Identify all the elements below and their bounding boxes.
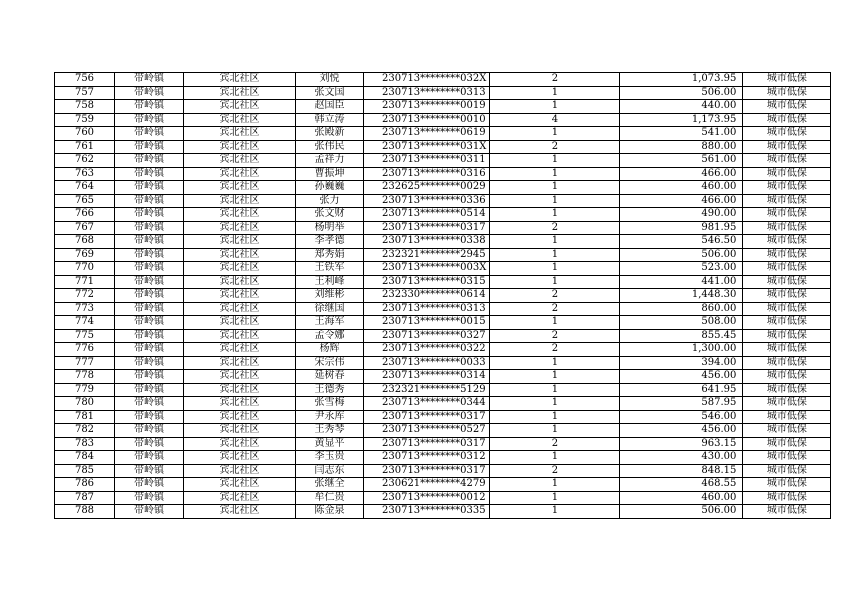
amount-cell: 490.00	[620, 208, 743, 222]
community-cell: 宾北社区	[184, 208, 296, 222]
household-size-cell: 1	[490, 208, 620, 222]
community-cell: 宾北社区	[184, 505, 296, 519]
household-size-cell: 1	[490, 478, 620, 492]
amount-cell: 466.00	[620, 194, 743, 208]
household-size-cell: 1	[490, 248, 620, 262]
amount-cell: 460.00	[620, 491, 743, 505]
name-cell: 刘维彬	[296, 289, 364, 303]
household-size-cell: 2	[490, 343, 620, 357]
row-number-cell: 761	[55, 140, 115, 154]
amount-cell: 466.00	[620, 167, 743, 181]
table-row	[55, 437, 831, 451]
table-row	[55, 356, 831, 370]
name-cell: 李玉贵	[296, 451, 364, 465]
id-number-cell: 230621********4279	[364, 478, 490, 492]
community-cell: 宾北社区	[184, 356, 296, 370]
amount-cell: 508.00	[620, 316, 743, 330]
id-number-cell: 230713********0317	[364, 221, 490, 235]
name-cell: 王铁军	[296, 262, 364, 276]
name-cell: 王秀琴	[296, 424, 364, 438]
community-cell: 宾北社区	[184, 451, 296, 465]
category-cell: 城市低保	[743, 154, 831, 168]
household-size-cell: 1	[490, 127, 620, 141]
town-cell: 带岭镇	[115, 397, 184, 411]
household-size-cell: 2	[490, 437, 620, 451]
town-cell: 带岭镇	[115, 451, 184, 465]
name-cell: 张伟民	[296, 140, 364, 154]
id-number-cell: 230713********0344	[364, 397, 490, 411]
category-cell: 城市低保	[743, 505, 831, 519]
row-number-cell: 778	[55, 370, 115, 384]
category-cell: 城市低保	[743, 248, 831, 262]
row-number-cell: 779	[55, 383, 115, 397]
name-cell: 尹永库	[296, 410, 364, 424]
town-cell: 带岭镇	[115, 127, 184, 141]
table-row	[55, 235, 831, 249]
community-cell: 宾北社区	[184, 397, 296, 411]
community-cell: 宾北社区	[184, 235, 296, 249]
household-size-cell: 1	[490, 491, 620, 505]
town-cell: 带岭镇	[115, 383, 184, 397]
id-number-cell: 230713********0313	[364, 86, 490, 100]
category-cell: 城市低保	[743, 451, 831, 465]
amount-cell: 468.55	[620, 478, 743, 492]
category-cell: 城市低保	[743, 424, 831, 438]
table-row	[55, 424, 831, 438]
name-cell: 赵国臣	[296, 100, 364, 114]
household-size-cell: 1	[490, 235, 620, 249]
table-row	[55, 208, 831, 222]
household-size-cell: 1	[490, 383, 620, 397]
community-cell: 宾北社区	[184, 248, 296, 262]
beneficiary-table	[54, 72, 831, 519]
category-cell: 城市低保	[743, 356, 831, 370]
row-number-cell: 765	[55, 194, 115, 208]
household-size-cell: 4	[490, 113, 620, 127]
household-size-cell: 2	[490, 329, 620, 343]
category-cell: 城市低保	[743, 113, 831, 127]
table-row	[55, 316, 831, 330]
row-number-cell: 764	[55, 181, 115, 195]
amount-cell: 1,073.95	[620, 73, 743, 87]
amount-cell: 860.00	[620, 302, 743, 316]
name-cell: 张殿新	[296, 127, 364, 141]
name-cell: 韩立涛	[296, 113, 364, 127]
id-number-cell: 230713********0619	[364, 127, 490, 141]
id-number-cell: 232330********0614	[364, 289, 490, 303]
name-cell: 杨明举	[296, 221, 364, 235]
row-number-cell: 758	[55, 100, 115, 114]
household-size-cell: 1	[490, 262, 620, 276]
id-number-cell: 230713********0019	[364, 100, 490, 114]
category-cell: 城市低保	[743, 167, 831, 181]
id-number-cell: 230713********0327	[364, 329, 490, 343]
household-size-cell: 2	[490, 289, 620, 303]
category-cell: 城市低保	[743, 329, 831, 343]
town-cell: 带岭镇	[115, 248, 184, 262]
community-cell: 宾北社区	[184, 140, 296, 154]
category-cell: 城市低保	[743, 262, 831, 276]
amount-cell: 848.15	[620, 464, 743, 478]
row-number-cell: 783	[55, 437, 115, 451]
row-number-cell: 771	[55, 275, 115, 289]
row-number-cell: 782	[55, 424, 115, 438]
household-size-cell: 1	[490, 154, 620, 168]
community-cell: 宾北社区	[184, 113, 296, 127]
community-cell: 宾北社区	[184, 127, 296, 141]
town-cell: 带岭镇	[115, 302, 184, 316]
name-cell: 张文国	[296, 86, 364, 100]
row-number-cell: 786	[55, 478, 115, 492]
name-cell: 陈金泉	[296, 505, 364, 519]
amount-cell: 561.00	[620, 154, 743, 168]
community-cell: 宾北社区	[184, 329, 296, 343]
household-size-cell: 1	[490, 370, 620, 384]
row-number-cell: 756	[55, 73, 115, 87]
id-number-cell: 230713********0311	[364, 154, 490, 168]
table-row	[55, 370, 831, 384]
table-row	[55, 302, 831, 316]
community-cell: 宾北社区	[184, 478, 296, 492]
town-cell: 带岭镇	[115, 437, 184, 451]
name-cell: 张力	[296, 194, 364, 208]
table-row	[55, 505, 831, 519]
name-cell: 牟仁贵	[296, 491, 364, 505]
community-cell: 宾北社区	[184, 73, 296, 87]
town-cell: 带岭镇	[115, 194, 184, 208]
table-row	[55, 73, 831, 87]
town-cell: 带岭镇	[115, 329, 184, 343]
table-row	[55, 154, 831, 168]
row-number-cell: 757	[55, 86, 115, 100]
community-cell: 宾北社区	[184, 262, 296, 276]
row-number-cell: 775	[55, 329, 115, 343]
id-number-cell: 230713********032X	[364, 73, 490, 87]
row-number-cell: 772	[55, 289, 115, 303]
row-number-cell: 780	[55, 397, 115, 411]
category-cell: 城市低保	[743, 86, 831, 100]
amount-cell: 1,173.95	[620, 113, 743, 127]
id-number-cell: 230713********031X	[364, 140, 490, 154]
table-row	[55, 491, 831, 505]
amount-cell: 641.95	[620, 383, 743, 397]
category-cell: 城市低保	[743, 343, 831, 357]
table-row	[55, 289, 831, 303]
name-cell: 曹振坤	[296, 167, 364, 181]
amount-cell: 523.00	[620, 262, 743, 276]
table-row	[55, 113, 831, 127]
name-cell: 郑秀娟	[296, 248, 364, 262]
town-cell: 带岭镇	[115, 464, 184, 478]
community-cell: 宾北社区	[184, 154, 296, 168]
id-number-cell: 230713********0313	[364, 302, 490, 316]
name-cell: 刘悦	[296, 73, 364, 87]
id-number-cell: 232321********5129	[364, 383, 490, 397]
household-size-cell: 1	[490, 451, 620, 465]
id-number-cell: 230713********0015	[364, 316, 490, 330]
household-size-cell: 2	[490, 464, 620, 478]
amount-cell: 506.00	[620, 505, 743, 519]
category-cell: 城市低保	[743, 275, 831, 289]
household-size-cell: 2	[490, 73, 620, 87]
table-body	[55, 73, 831, 519]
name-cell: 张雪梅	[296, 397, 364, 411]
id-number-cell: 230713********0514	[364, 208, 490, 222]
table-row	[55, 464, 831, 478]
category-cell: 城市低保	[743, 73, 831, 87]
town-cell: 带岭镇	[115, 208, 184, 222]
category-cell: 城市低保	[743, 289, 831, 303]
row-number-cell: 760	[55, 127, 115, 141]
category-cell: 城市低保	[743, 140, 831, 154]
category-cell: 城市低保	[743, 235, 831, 249]
row-number-cell: 766	[55, 208, 115, 222]
table-row	[55, 181, 831, 195]
town-cell: 带岭镇	[115, 221, 184, 235]
row-number-cell: 784	[55, 451, 115, 465]
id-number-cell: 230713********0335	[364, 505, 490, 519]
name-cell: 徐继国	[296, 302, 364, 316]
amount-cell: 394.00	[620, 356, 743, 370]
table-row	[55, 383, 831, 397]
household-size-cell: 1	[490, 275, 620, 289]
id-number-cell: 230713********0322	[364, 343, 490, 357]
row-number-cell: 768	[55, 235, 115, 249]
category-cell: 城市低保	[743, 383, 831, 397]
category-cell: 城市低保	[743, 208, 831, 222]
id-number-cell: 230713********0316	[364, 167, 490, 181]
community-cell: 宾北社区	[184, 181, 296, 195]
amount-cell: 456.00	[620, 424, 743, 438]
id-number-cell: 230713********0315	[364, 275, 490, 289]
town-cell: 带岭镇	[115, 491, 184, 505]
table-row	[55, 329, 831, 343]
community-cell: 宾北社区	[184, 86, 296, 100]
category-cell: 城市低保	[743, 221, 831, 235]
name-cell: 杨辉	[296, 343, 364, 357]
id-number-cell: 230713********003X	[364, 262, 490, 276]
name-cell: 黄显平	[296, 437, 364, 451]
table-row	[55, 275, 831, 289]
household-size-cell: 2	[490, 140, 620, 154]
household-size-cell: 2	[490, 302, 620, 316]
table-row	[55, 262, 831, 276]
category-cell: 城市低保	[743, 316, 831, 330]
id-number-cell: 230713********0317	[364, 437, 490, 451]
town-cell: 带岭镇	[115, 424, 184, 438]
amount-cell: 430.00	[620, 451, 743, 465]
name-cell: 王德秀	[296, 383, 364, 397]
name-cell: 孟祥力	[296, 154, 364, 168]
category-cell: 城市低保	[743, 478, 831, 492]
amount-cell: 546.50	[620, 235, 743, 249]
id-number-cell: 230713********0338	[364, 235, 490, 249]
community-cell: 宾北社区	[184, 383, 296, 397]
amount-cell: 981.95	[620, 221, 743, 235]
town-cell: 带岭镇	[115, 140, 184, 154]
town-cell: 带岭镇	[115, 73, 184, 87]
id-number-cell: 230713********0317	[364, 410, 490, 424]
household-size-cell: 1	[490, 181, 620, 195]
table-row	[55, 221, 831, 235]
category-cell: 城市低保	[743, 397, 831, 411]
household-size-cell: 1	[490, 167, 620, 181]
community-cell: 宾北社区	[184, 167, 296, 181]
table-row	[55, 127, 831, 141]
amount-cell: 963.15	[620, 437, 743, 451]
town-cell: 带岭镇	[115, 113, 184, 127]
town-cell: 带岭镇	[115, 235, 184, 249]
amount-cell: 546.00	[620, 410, 743, 424]
amount-cell: 880.00	[620, 140, 743, 154]
community-cell: 宾北社区	[184, 491, 296, 505]
table-row	[55, 343, 831, 357]
town-cell: 带岭镇	[115, 289, 184, 303]
community-cell: 宾北社区	[184, 100, 296, 114]
category-cell: 城市低保	[743, 302, 831, 316]
amount-cell: 506.00	[620, 248, 743, 262]
id-number-cell: 230713********0033	[364, 356, 490, 370]
row-number-cell: 774	[55, 316, 115, 330]
category-cell: 城市低保	[743, 181, 831, 195]
household-size-cell: 1	[490, 194, 620, 208]
category-cell: 城市低保	[743, 410, 831, 424]
name-cell: 王海军	[296, 316, 364, 330]
community-cell: 宾北社区	[184, 370, 296, 384]
category-cell: 城市低保	[743, 370, 831, 384]
town-cell: 带岭镇	[115, 167, 184, 181]
category-cell: 城市低保	[743, 491, 831, 505]
name-cell: 延树春	[296, 370, 364, 384]
amount-cell: 587.95	[620, 397, 743, 411]
name-cell: 张继全	[296, 478, 364, 492]
community-cell: 宾北社区	[184, 437, 296, 451]
household-size-cell: 1	[490, 424, 620, 438]
community-cell: 宾北社区	[184, 194, 296, 208]
household-size-cell: 2	[490, 221, 620, 235]
town-cell: 带岭镇	[115, 275, 184, 289]
id-number-cell: 232625********0029	[364, 181, 490, 195]
table-row	[55, 194, 831, 208]
name-cell: 孙巍巍	[296, 181, 364, 195]
town-cell: 带岭镇	[115, 410, 184, 424]
table-row	[55, 451, 831, 465]
row-number-cell: 763	[55, 167, 115, 181]
table-row	[55, 248, 831, 262]
amount-cell: 1,448.30	[620, 289, 743, 303]
row-number-cell: 788	[55, 505, 115, 519]
row-number-cell: 769	[55, 248, 115, 262]
amount-cell: 460.00	[620, 181, 743, 195]
id-number-cell: 230713********0312	[364, 451, 490, 465]
row-number-cell: 770	[55, 262, 115, 276]
amount-cell: 1,300.00	[620, 343, 743, 357]
id-number-cell: 230713********0010	[364, 113, 490, 127]
town-cell: 带岭镇	[115, 86, 184, 100]
community-cell: 宾北社区	[184, 464, 296, 478]
community-cell: 宾北社区	[184, 410, 296, 424]
table-row	[55, 86, 831, 100]
amount-cell: 541.00	[620, 127, 743, 141]
community-cell: 宾北社区	[184, 275, 296, 289]
table-row	[55, 140, 831, 154]
table-row	[55, 167, 831, 181]
row-number-cell: 781	[55, 410, 115, 424]
amount-cell: 855.45	[620, 329, 743, 343]
id-number-cell: 230713********0314	[364, 370, 490, 384]
row-number-cell: 767	[55, 221, 115, 235]
id-number-cell: 230713********0336	[364, 194, 490, 208]
household-size-cell: 1	[490, 505, 620, 519]
town-cell: 带岭镇	[115, 154, 184, 168]
town-cell: 带岭镇	[115, 181, 184, 195]
row-number-cell: 762	[55, 154, 115, 168]
community-cell: 宾北社区	[184, 424, 296, 438]
table-row	[55, 100, 831, 114]
community-cell: 宾北社区	[184, 221, 296, 235]
household-size-cell: 1	[490, 410, 620, 424]
category-cell: 城市低保	[743, 437, 831, 451]
town-cell: 带岭镇	[115, 316, 184, 330]
household-size-cell: 1	[490, 397, 620, 411]
amount-cell: 441.00	[620, 275, 743, 289]
id-number-cell: 230713********0317	[364, 464, 490, 478]
community-cell: 宾北社区	[184, 343, 296, 357]
town-cell: 带岭镇	[115, 100, 184, 114]
amount-cell: 456.00	[620, 370, 743, 384]
community-cell: 宾北社区	[184, 302, 296, 316]
household-size-cell: 1	[490, 316, 620, 330]
row-number-cell: 777	[55, 356, 115, 370]
id-number-cell: 232321********2945	[364, 248, 490, 262]
town-cell: 带岭镇	[115, 262, 184, 276]
name-cell: 闫志东	[296, 464, 364, 478]
amount-cell: 506.00	[620, 86, 743, 100]
town-cell: 带岭镇	[115, 343, 184, 357]
household-size-cell: 1	[490, 86, 620, 100]
table-row	[55, 397, 831, 411]
row-number-cell: 759	[55, 113, 115, 127]
category-cell: 城市低保	[743, 127, 831, 141]
town-cell: 带岭镇	[115, 478, 184, 492]
category-cell: 城市低保	[743, 100, 831, 114]
table-row	[55, 410, 831, 424]
community-cell: 宾北社区	[184, 316, 296, 330]
town-cell: 带岭镇	[115, 370, 184, 384]
table-row	[55, 478, 831, 492]
name-cell: 张文财	[296, 208, 364, 222]
name-cell: 孟令娜	[296, 329, 364, 343]
row-number-cell: 773	[55, 302, 115, 316]
community-cell: 宾北社区	[184, 289, 296, 303]
row-number-cell: 776	[55, 343, 115, 357]
name-cell: 李孝德	[296, 235, 364, 249]
town-cell: 带岭镇	[115, 356, 184, 370]
household-size-cell: 1	[490, 100, 620, 114]
id-number-cell: 230713********0527	[364, 424, 490, 438]
id-number-cell: 230713********0012	[364, 491, 490, 505]
town-cell: 带岭镇	[115, 505, 184, 519]
row-number-cell: 787	[55, 491, 115, 505]
category-cell: 城市低保	[743, 194, 831, 208]
amount-cell: 440.00	[620, 100, 743, 114]
name-cell: 宋宗伟	[296, 356, 364, 370]
household-size-cell: 1	[490, 356, 620, 370]
row-number-cell: 785	[55, 464, 115, 478]
name-cell: 王利峰	[296, 275, 364, 289]
category-cell: 城市低保	[743, 464, 831, 478]
